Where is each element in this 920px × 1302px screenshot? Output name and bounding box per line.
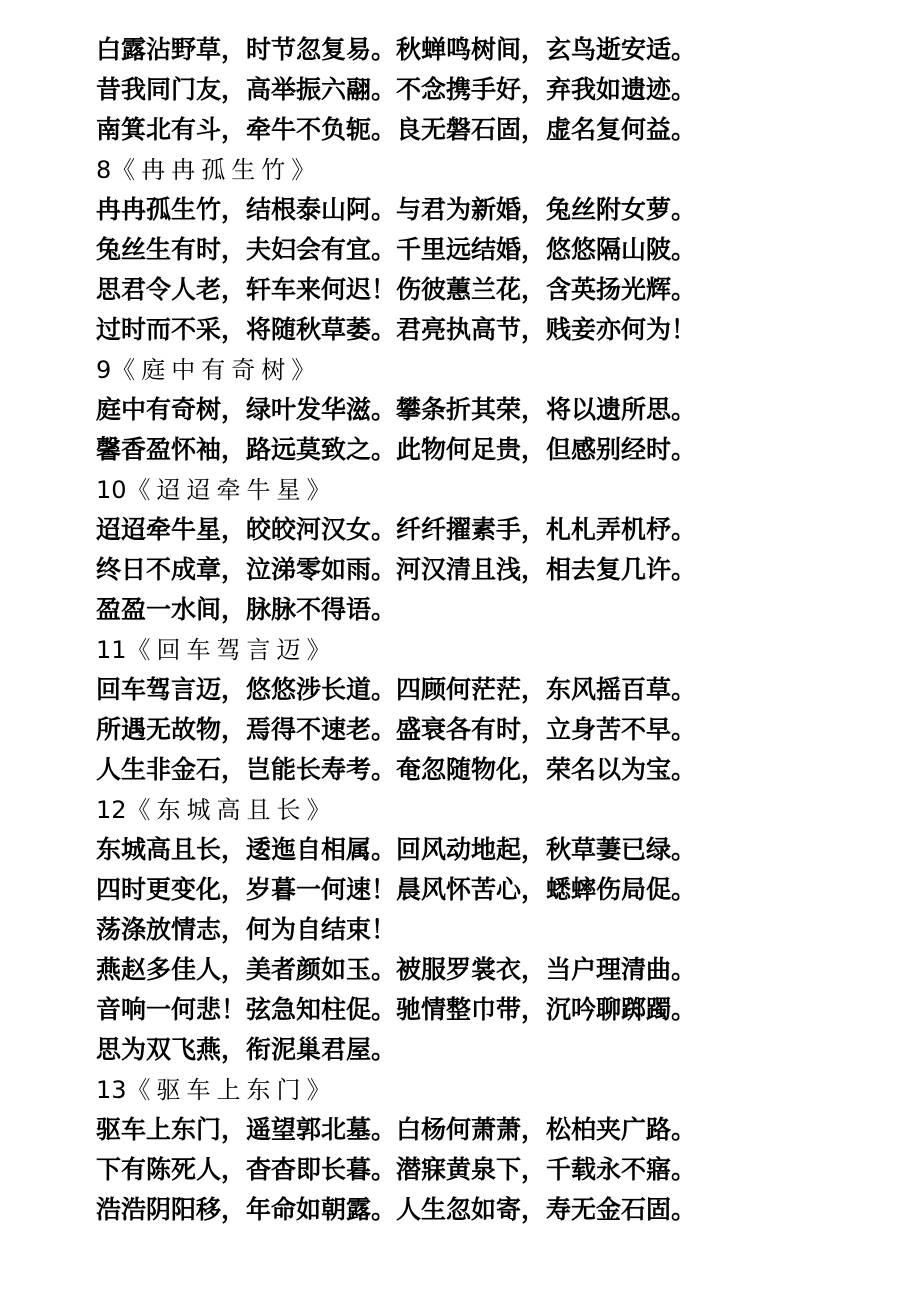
poem-line: 思君令人老，轩车来何迟！伤彼蕙兰花，含英扬光辉。 <box>96 275 697 304</box>
poem-number: 8 <box>96 156 112 184</box>
poem-line: 下有陈死人，杳杳即长暮。潜寐黄泉下，千载永不寤。 <box>96 1155 697 1184</box>
poem-line: 人生非金石，岂能长寿考。奄忽随物化，荣名以为宝。 <box>96 755 697 784</box>
poem-title: 《冉冉孤生竹》 <box>111 156 322 184</box>
poem-number: 12 <box>96 796 127 824</box>
poem-line: 所遇无故物，焉得不速老。盛衰各有时，立身苦不早。 <box>96 715 697 744</box>
poem-number: 9 <box>96 356 112 384</box>
poem-title: 《驱车上东门》 <box>126 1076 337 1104</box>
poem-line: 荡涤放情志，何为自结束！ <box>96 915 397 944</box>
poem-number: 10 <box>96 476 127 504</box>
poem-line: 浩浩阴阳移，年命如朝露。人生忽如寄，寿无金石固。 <box>96 1195 697 1224</box>
poem-line: 思为双飞燕，衔泥巢君屋。 <box>96 1035 397 1064</box>
poem-line: 盈盈一水间，脉脉不得语。 <box>96 595 397 624</box>
poem-line: 驱车上东门，遥望郭北墓。白杨何萧萧，松柏夹广路。 <box>96 1115 697 1144</box>
poem-title: 《回车驾言迈》 <box>126 636 337 664</box>
poem-line: 庭中有奇树，绿叶发华滋。攀条折其荣，将以遗所思。 <box>96 395 697 424</box>
poem-number: 13 <box>96 1076 127 1104</box>
poem-line: 馨香盈怀袖，路远莫致之。此物何足贵，但感别经时。 <box>96 435 697 464</box>
poem-line: 兔丝生有时，夫妇会有宜。千里远结婚，悠悠隔山陂。 <box>96 235 697 264</box>
poem-number: 11 <box>96 636 127 664</box>
poem-line: 南箕北有斗，牵牛不负轭。良无磐石固，虚名复何益。 <box>96 115 697 144</box>
poem-line: 音响一何悲！弦急知柱促。驰情整巾带，沉吟聊踯躅。 <box>96 995 697 1024</box>
poem-heading <box>96 470 896 510</box>
poem-line: 东城高且长，逶迤自相属。回风动地起，秋草萋已绿。 <box>96 835 697 864</box>
poem-title: 《迢迢牵牛星》 <box>126 476 337 504</box>
poem-heading <box>96 150 896 190</box>
document-page <box>96 30 896 1230</box>
poem-heading <box>96 350 896 390</box>
poem-line: 燕赵多佳人，美者颜如玉。被服罗裳衣，当户理清曲。 <box>96 955 697 984</box>
poem-heading <box>96 630 896 670</box>
poem-line: 冉冉孤生竹，结根泰山阿。与君为新婚，兔丝附女萝。 <box>96 195 697 224</box>
poem-line: 四时更变化，岁暮一何速！晨风怀苦心，蟋蟀伤局促。 <box>96 875 697 904</box>
poem-line: 白露沾野草，时节忽复易。秋蝉鸣树间，玄鸟逝安适。 <box>96 35 697 64</box>
poem-heading <box>96 790 896 830</box>
poem-line: 过时而不采，将随秋草萎。君亮执高节，贱妾亦何为！ <box>96 315 697 344</box>
poem-line: 迢迢牵牛星，皎皎河汉女。纤纤擢素手，札札弄机杼。 <box>96 515 697 544</box>
poem-line: 回车驾言迈，悠悠涉长道。四顾何茫茫，东风摇百草。 <box>96 675 697 704</box>
poem-line: 昔我同门友，高举振六翮。不念携手好，弃我如遗迹。 <box>96 75 697 104</box>
poem-title: 《庭中有奇树》 <box>111 356 322 384</box>
poem-title: 《东城高且长》 <box>126 796 337 824</box>
poem-line: 终日不成章，泣涕零如雨。河汉清且浅，相去复几许。 <box>96 555 697 584</box>
poem-heading <box>96 1070 896 1110</box>
